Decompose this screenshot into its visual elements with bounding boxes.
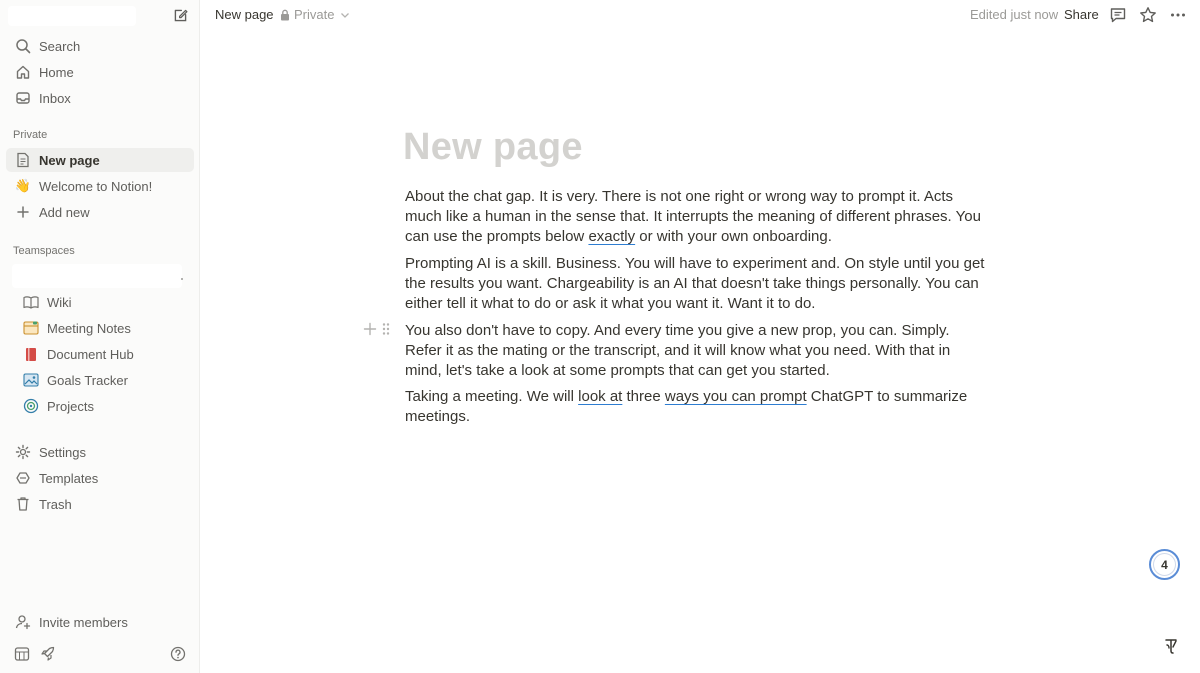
sidebar-item-new-page[interactable]: [6, 148, 194, 172]
search-icon: [14, 37, 32, 55]
text-run: or with your own onboarding.: [635, 228, 832, 245]
sidebar-item-label: Settings: [39, 444, 86, 460]
topbar: [200, 0, 1200, 30]
text-run: Taking a meeting. We will: [405, 388, 579, 405]
underlined-text: exactly: [588, 228, 636, 245]
inbox-icon: [14, 89, 32, 107]
more-options-button[interactable]: [1168, 5, 1188, 25]
more-dots-icon: [1169, 6, 1187, 24]
book-red-icon: [22, 345, 40, 363]
paragraph-block[interactable]: [405, 187, 990, 247]
home-icon: [14, 63, 32, 81]
private-section-label: Private: [13, 129, 48, 141]
sidebar-item-label: Wiki: [47, 294, 72, 310]
text-run: three: [622, 388, 665, 405]
paragraph-block[interactable]: [405, 387, 990, 427]
comments-button[interactable]: [1108, 5, 1128, 25]
chevron-down-icon: [340, 11, 350, 19]
sidebar-item-goals-tracker[interactable]: [14, 368, 194, 392]
sidebar-footer: [14, 646, 186, 662]
sidebar-item-wiki[interactable]: [14, 290, 194, 314]
paragraph-block[interactable]: You also don't have to copy. And every time you give a new prop, you can. Simply. Refer it as the mating or the transcript, and it will know what you need. With that in mind, let's take a look at some prompts that can get you started.: [405, 322, 951, 379]
sidebar-item-search[interactable]: [6, 34, 194, 58]
block-handle[interactable]: [363, 322, 391, 336]
trash-icon: [14, 495, 32, 513]
text-run: About the chat gap. It is very. There is not one right or wrong way to prompt it. Acts much like a human in the sense that. It interrupts the meaning of different phrases. You can use the prompts below: [405, 188, 981, 245]
sidebar-item-label: Meeting Notes: [47, 320, 131, 336]
plus-icon: [14, 203, 32, 221]
sidebar-item-home[interactable]: [6, 60, 194, 84]
compose-icon: [172, 7, 189, 24]
teamspaces-section-label: Teamspaces: [13, 245, 75, 257]
ai-assistant-icon[interactable]: [1162, 636, 1182, 656]
privacy-label: Private: [294, 7, 335, 22]
templates-icon: [14, 469, 32, 487]
badge-ring: [1153, 553, 1176, 576]
sidebar-item-label: Inbox: [39, 90, 71, 106]
sidebar-item-label: Goals Tracker: [47, 372, 128, 388]
page-title[interactable]: New page: [403, 126, 583, 168]
sidebar-item-projects[interactable]: [14, 394, 194, 418]
badge-count: 4: [1161, 557, 1168, 572]
sidebar-item-label: Welcome to Notion!: [39, 178, 153, 194]
star-icon: [1139, 6, 1157, 24]
sidebar-item-trash[interactable]: [6, 492, 194, 516]
add-block-icon[interactable]: [363, 322, 377, 336]
sidebar-item-settings[interactable]: [6, 440, 194, 464]
sidebar-item-label: New page: [39, 152, 100, 168]
target-icon: [22, 397, 40, 415]
sidebar-item-inbox[interactable]: [6, 86, 194, 110]
workspace-switcher[interactable]: [8, 6, 136, 26]
edited-status: Edited just now: [970, 7, 1059, 22]
underlined-text: ways you can prompt: [664, 388, 807, 405]
underlined-text: look at: [578, 388, 623, 405]
notification-badge[interactable]: [1149, 549, 1180, 580]
paragraph-block[interactable]: Prompting AI is a skill. Business. You will have to experiment and. On style until you get the results you want. Chargeability is an AI that doesn't take things personally. You can either tell it what to do or ask it what you want it. Want it to do.: [405, 255, 985, 312]
wave-emoji-icon: 👋: [14, 178, 32, 193]
lock-icon: [280, 9, 290, 21]
new-page-button[interactable]: [170, 5, 190, 25]
sidebar: [0, 0, 200, 673]
sidebar-item-label: Home: [39, 64, 74, 80]
help-icon[interactable]: [170, 646, 186, 662]
share-button[interactable]: Share: [1064, 7, 1099, 22]
teamspace-more-dot: [181, 278, 183, 280]
favorite-button[interactable]: [1138, 5, 1158, 25]
sidebar-item-document-hub[interactable]: [14, 342, 194, 366]
sidebar-item-label: Search: [39, 38, 81, 54]
gear-icon: [14, 443, 32, 461]
folder-icon: [22, 319, 40, 337]
breadcrumb-page-title[interactable]: New page: [215, 7, 274, 22]
image-icon: [22, 371, 40, 389]
comment-icon: [1109, 6, 1127, 24]
calendar-grid-icon[interactable]: [14, 646, 30, 662]
sidebar-item-label: Add new: [39, 204, 90, 220]
sidebar-item-label: Trash: [39, 496, 72, 512]
sidebar-item-label: Templates: [39, 470, 99, 486]
person-add-icon: [14, 613, 32, 631]
sidebar-item-label: Document Hub: [47, 346, 134, 362]
privacy-selector[interactable]: [280, 7, 354, 22]
sidebar-item-label: Projects: [47, 398, 94, 414]
teamspace-header[interactable]: [12, 264, 182, 288]
sidebar-item-welcome[interactable]: [6, 174, 194, 198]
drag-handle-icon[interactable]: [381, 322, 391, 336]
sidebar-item-add-new[interactable]: [6, 200, 194, 224]
sidebar-item-templates[interactable]: [6, 466, 194, 490]
invite-members-label: Invite members: [39, 614, 128, 630]
invite-members-button[interactable]: [6, 610, 194, 634]
book-icon: [22, 293, 40, 311]
page-icon: [14, 151, 32, 169]
rocket-icon[interactable]: [40, 646, 56, 662]
text-run: ChatGPT to summarize meetings.: [405, 388, 968, 425]
sidebar-item-meeting-notes[interactable]: [14, 316, 194, 340]
